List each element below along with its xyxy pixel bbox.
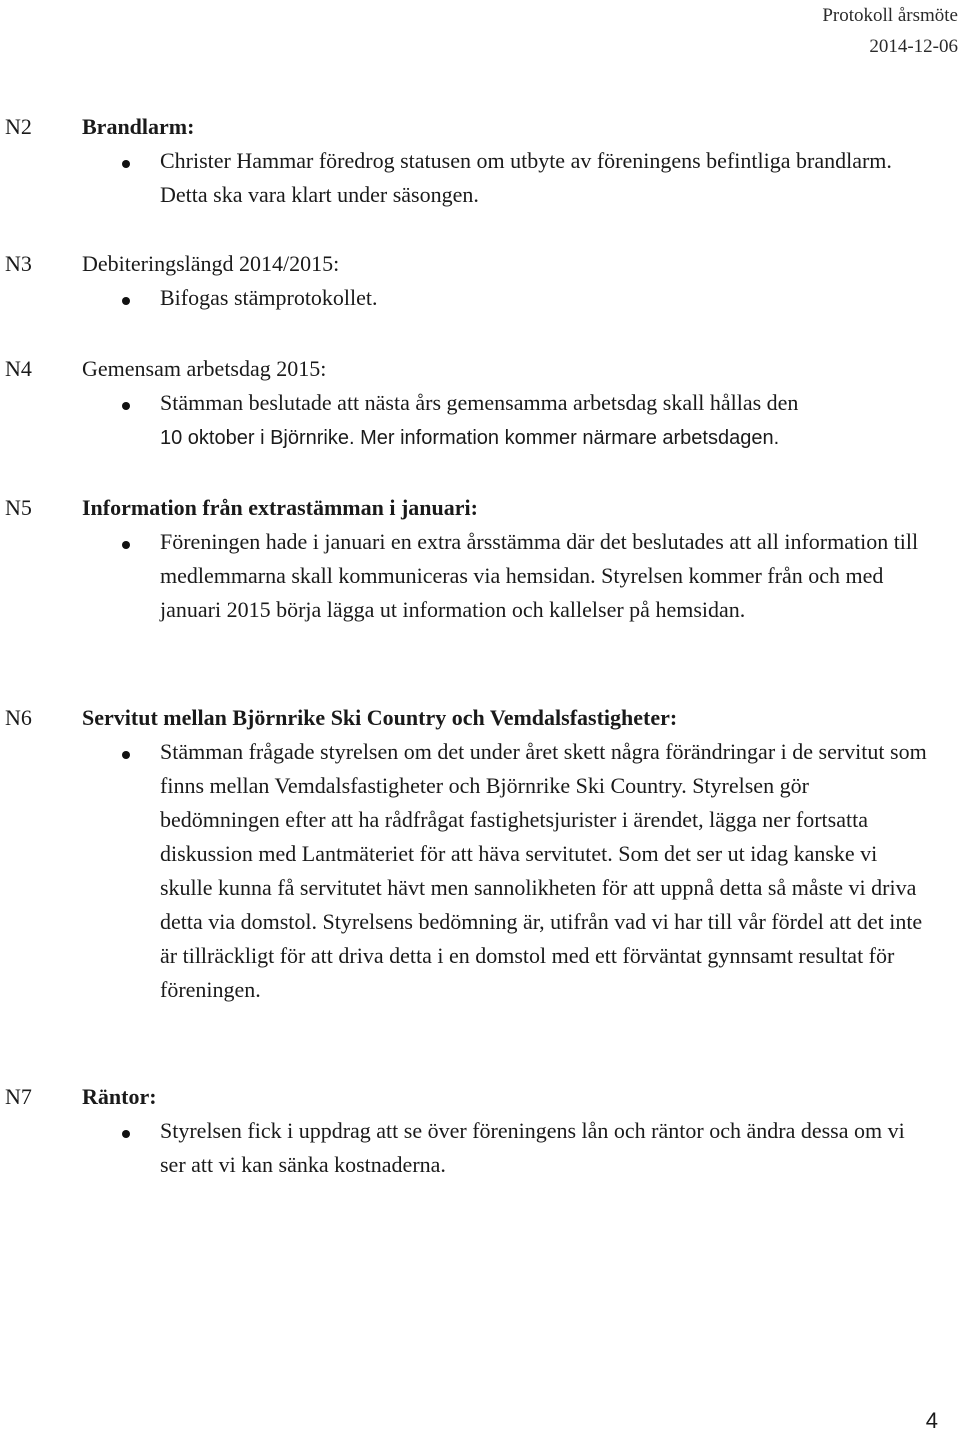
section-title: Gemensam arbetsdag 2015: xyxy=(82,356,327,381)
bullet-text: Christer Hammar föredrog statusen om utbyte av föreningens befintliga brandlarm. Detta ska vara klart under säsongen. xyxy=(160,148,892,207)
section-title: Brandlarm: xyxy=(82,114,195,139)
section-number: N2 xyxy=(5,114,32,139)
bullet-text-part-1: Stämman beslutade att nästa års gemensamma arbetsdag skall hållas den xyxy=(160,390,799,415)
bullet-icon xyxy=(122,541,130,549)
page-number: 4 xyxy=(925,1408,938,1433)
bullet-text: Bifogas stämprotokollet. xyxy=(160,285,378,310)
bullet-icon xyxy=(122,402,130,410)
bullet-text: Föreningen hade i januari en extra årsstämma där det beslutades att all information till medlemmarna skall kommuniceras via hemsidan. Styrelsen kommer från och med januari 2015 börja lägga ut information och kallelser på hemsidan. xyxy=(160,529,919,622)
bullet-text: Stämman frågade styrelsen om det under året skett några förändringar i de servitut som finns mellan Vemdalsfastigheter och Björnrike Ski Country. Styrelsen gör bedömningen efter att ha rådfrågat fastighetsjurister i ärendet, lägga ner fortsatta diskussion med Lantmäteriet för att häva servitutet. Som det ser ut idag kanske vi skulle kunna få servitutet hävt men sannolikheten för att uppnå detta så måste vi driva detta via domstol. Styrelsens bedömning är, utifrån vad vi har till vår fördel att det inte är tillräckligt för att driva detta i en domstol med ett förväntat gynnsamt resultat för föreningen. xyxy=(160,739,927,1002)
bullet-text-part-2: 10 oktober i Björnrike. Mer information kommer närmare arbetsdagen. xyxy=(160,427,780,449)
section-number: N5 xyxy=(5,495,32,520)
section-number: N7 xyxy=(5,1084,32,1109)
section-title: Debiteringslängd 2014/2015: xyxy=(82,251,340,276)
bullet-icon xyxy=(122,751,130,759)
bullet-icon xyxy=(122,1130,130,1138)
section-title: Information från extrastämman i januari: xyxy=(82,495,478,520)
bullet-text: Styrelsen fick i uppdrag att se över föreningens lån och räntor och ändra dessa om vi ser att vi kan sänka kostnaderna. xyxy=(160,1118,905,1177)
document-date: 2014-12-06 xyxy=(869,36,958,57)
document-title: Protokoll årsmöte xyxy=(822,5,958,26)
section-number: N3 xyxy=(5,251,32,276)
bullet-text xyxy=(160,386,930,455)
section-title: Räntor: xyxy=(82,1084,157,1109)
bullet-icon xyxy=(122,160,130,168)
section-number: N6 xyxy=(5,705,32,730)
section-number: N4 xyxy=(5,356,32,381)
section-title: Servitut mellan Björnrike Ski Country och Vemdalsfastigheter: xyxy=(82,705,678,730)
bullet-icon xyxy=(122,297,130,305)
page-header xyxy=(822,0,958,62)
